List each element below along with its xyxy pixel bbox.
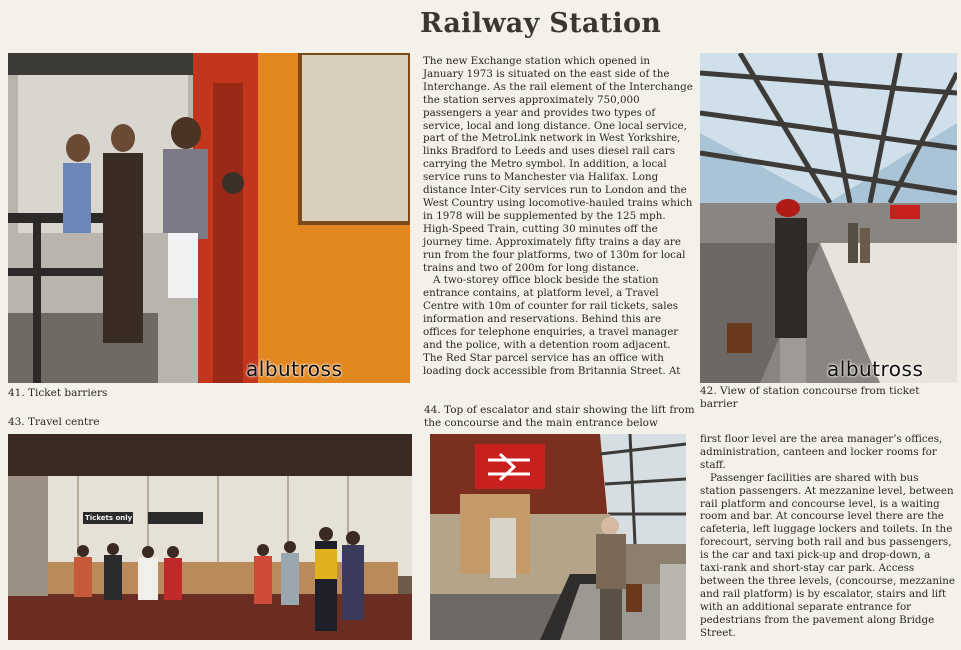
photo-travel-centre [8,434,412,640]
escalator-illustration [430,434,686,640]
photo-station-concourse [700,53,957,383]
caption-44: 44. Top of escalator and stair showing the lift from the concourse and the main entrance below [424,404,695,429]
body-paragraph-3: first floor level are the area manager’s offices, administration, canteen and locker rooms for staff. [700,433,943,471]
caption-43: 43. Travel centre [8,416,100,428]
page-title: Railway Station [420,8,662,39]
concourse-illustration [700,53,957,383]
body-column-1 [423,55,693,377]
body-paragraph-4: Passenger facilities are shared with bus station passengers. At mezzanine level, between rail platform and concourse level, is a waiting room and bar. At concourse level there are the cafeteria, left luggage lockers and toilets. In the forecourt, serving both rail and bus passengers, is the car and taxi pick-up and drop-down, a taxi-rank and short-stay car park. Access between the three levels, (concourse, mezzanine and rail platform) is by escalator, stairs and lift with an additional separate entrance for pedestrians from the pavement along Bridge Street. [700,471,955,639]
caption-42: 42. View of station concourse from ticket barrier [700,385,920,410]
caption-41: 41. Ticket barriers [8,387,108,399]
body-column-2 [700,433,955,639]
photo-escalator [430,434,686,640]
body-paragraph-1: The new Exchange station which opened in January 1973 is situated on the east side of the Interchange. As the rail element of the Interchange the station serves approximately 750,000 passengers a year and provides two types of service, local and long distance. One local service, part of the MetroLink network in West Yorkshire, links Bradford to Leeds and uses diesel rail cars carrying the Metro symbol. In addition, a local service runs to Manchester via Halifax. Long distance Inter-City services run to London and the West Country using locomotive-hauled trains which in 1978 will be supplemented by the 125 mph. High-Speed Train, cutting 30 minutes off the journey time. Approximately fifty trains a day are run from the four platforms, two of 130m for local trains and two of 200m for long distance. [423,55,693,274]
watermark: albutross [827,357,924,381]
watermark: albutross [246,357,343,381]
photo-ticket-barriers [8,53,410,383]
ticket-barriers-illustration [8,53,410,383]
travel-centre-illustration [8,434,412,640]
tickets-only-sign: Tickets only [85,514,133,522]
body-paragraph-2: A two-storey office block beside the station entrance contains, at platform level, a Travel Centre with 10m of counter for rail tickets, sales information and reservations. Behind this are offices for telephone enquiries, a travel manager and the police, with a detention room adjacent. The Red Star parcel service has an office with loading dock accessible from Britannia Street. At [423,274,681,377]
